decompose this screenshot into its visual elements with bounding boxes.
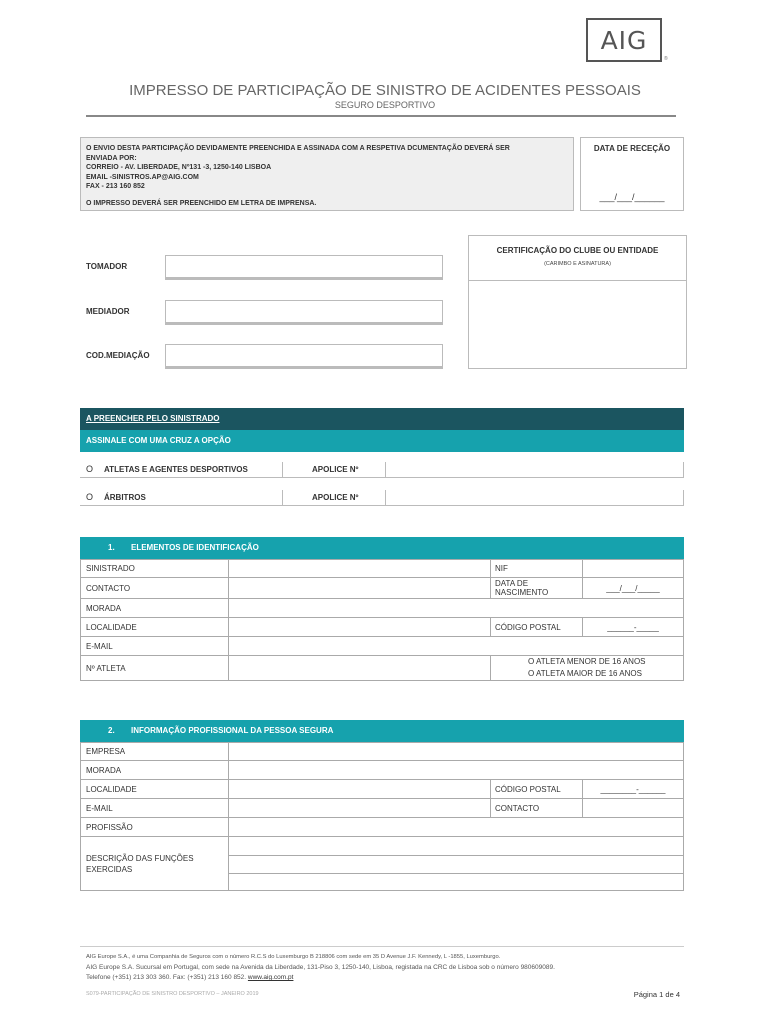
footer-phone-fax: Telefone (+351) 213 303 360. Fax: (+351) 213 160 852. (86, 974, 247, 981)
reception-date-box (580, 137, 684, 211)
apolice-arbitros-field[interactable] (386, 490, 683, 505)
certification-title: CERTIFICAÇÃO DO CLUBE OU ENTIDADE (496, 246, 659, 255)
page-number: Página 1 de 4 (633, 990, 680, 999)
section1-number: 1. (108, 543, 115, 552)
table-row (81, 836, 683, 890)
atletas-radio[interactable]: O (86, 464, 94, 474)
logo-trademark: ® (664, 56, 668, 62)
website-link[interactable]: www.aig.com.pt (247, 974, 294, 981)
tomador-field[interactable] (165, 255, 443, 280)
descricao-label (81, 837, 229, 890)
descricao-field[interactable] (229, 837, 683, 890)
data-nascimento-label (491, 578, 583, 598)
info-line: CORREIO - AV. LIBERDADE, Nº131 -3, 1250-140 LISBOA (86, 164, 272, 171)
info-line: EMAIL -SINISTROS.AP@AIG.COM (86, 173, 199, 181)
table-row (81, 636, 683, 655)
localidade-field[interactable] (229, 618, 491, 636)
table-row (81, 598, 683, 617)
table-row (81, 655, 683, 680)
data-nascimento-field[interactable]: ___/___/_____ (606, 583, 660, 593)
table-row (81, 577, 683, 598)
atletas-label: ATLETAS E AGENTES DESPORTIVOS (104, 465, 248, 474)
n-atleta-field[interactable] (229, 656, 491, 680)
option-instruction: ASSINALE COM UMA CRUZ A OPÇÃO (86, 436, 231, 445)
title-divider (86, 115, 676, 117)
localidade-label: LOCALIDADE (81, 618, 229, 636)
atleta-menor-radio[interactable]: O ATLETA MENOR DE 16 ANOS (528, 657, 646, 666)
nif-label: NIF (491, 560, 583, 577)
profissao-label: PROFISSÃO (81, 818, 229, 836)
n-atleta-label: Nº ATLETA (81, 656, 229, 680)
certification-stamp-area[interactable] (469, 280, 686, 368)
option-instruction-bar (80, 430, 684, 452)
data-nascimento-line2: NASCIMENTO (495, 588, 549, 597)
contacto-label: CONTACTO (491, 799, 583, 817)
table-row (81, 559, 683, 577)
document-code: S079-PARTICIPAÇÃO DE SINISTRO DESPORTIVO – JANEIRO 2019 (86, 991, 259, 997)
footer-contact-line (86, 974, 293, 981)
section2-number: 2. (108, 726, 115, 735)
apolice-label: APOLICE Nº (312, 465, 359, 474)
empresa-field[interactable] (229, 743, 683, 760)
cod-mediacao-label: COD.MEDIAÇÃO (86, 351, 150, 360)
table-row (81, 817, 683, 836)
profissao-field[interactable] (229, 818, 683, 836)
reception-date-label: DATA DE RECEÇÃO (593, 144, 671, 153)
arbitros-label: ÁRBITROS (104, 493, 146, 502)
email-label: E-MAIL (81, 637, 229, 655)
contacto-label: CONTACTO (81, 578, 229, 598)
codigo-postal-field[interactable]: ________-______ (600, 784, 666, 794)
arbitros-radio[interactable]: O (86, 492, 94, 502)
page-title: IMPRESSO DE PARTICIPAÇÃO DE SINISTRO DE ACIDENTES PESSOAIS (129, 82, 641, 99)
data-nascimento-line1: DATA DE (495, 579, 529, 588)
table-row (81, 779, 683, 798)
section1-header (80, 537, 684, 559)
email-field[interactable] (229, 637, 683, 655)
fill-section-header (80, 408, 684, 430)
footer-legal-line: AIG Europe S.A., é uma Companhia de Seguros com o número R.C.S do Luxemburgo B 218806 com sede em 35 D Avenue J.F. Kennedy, L -1855, Luxemburgo. (86, 954, 501, 960)
footer-divider (80, 946, 684, 947)
atleta-maior-radio[interactable]: O ATLETA MAIOR DE 16 ANOS (528, 669, 642, 678)
reception-date-field[interactable]: ___/___/______ (599, 192, 665, 202)
table-row (81, 617, 683, 636)
info-line: FAX - 213 160 852 (86, 183, 145, 190)
footer-branch-line: AIG Europe S.A. Sucursal em Portugal, com sede na Avenida da Liberdade, 131-Piso 3, 1250-140, Lisboa, registada na CRC de Lisboa sob o número 980609089. (86, 964, 555, 971)
codigo-postal-field[interactable]: ______-_____ (607, 622, 659, 632)
section2-title: INFORMAÇÃO PROFISSIONAL DA PESSOA SEGURA (131, 726, 334, 735)
section2-header (80, 720, 684, 742)
nif-field[interactable] (583, 560, 683, 577)
fill-section-title: A PREENCHER PELO SINISTRADO (86, 414, 220, 423)
sinistrado-field[interactable] (229, 560, 491, 577)
cod-mediacao-field[interactable] (165, 344, 443, 369)
descricao-line1: DESCRIÇÃO DAS FUNÇÕES (86, 853, 194, 863)
info-line: O IMPRESSO DEVERÁ SER PREENCHIDO EM LETRA DE IMPRENSA. (86, 199, 317, 207)
atleta-age-options (491, 656, 683, 680)
info-line: O ENVIO DESTA PARTICIPAÇÃO DEVIDAMENTE PREENCHIDA E ASSINADA COM A RESPETIVA DCUMENTAÇÃO DEVERÁ SER (86, 145, 510, 152)
morada-label: MORADA (81, 761, 229, 779)
empresa-label: EMPRESA (81, 743, 229, 760)
morada-field[interactable] (229, 761, 683, 779)
apolice-label: APOLICE Nº (312, 493, 359, 502)
certification-subtitle: (CARIMBO E ASINATURA) (544, 261, 611, 267)
descricao-line2: EXERCIDAS (86, 864, 133, 874)
submission-info-box (80, 137, 574, 211)
table-row (81, 760, 683, 779)
sinistrado-label: SINISTRADO (81, 560, 229, 577)
codigo-postal-label: CÓDIGO POSTAL (491, 618, 583, 636)
tomador-label: TOMADOR (86, 262, 128, 271)
info-line: ENVIADA POR: (86, 154, 137, 162)
localidade-label: LOCALIDADE (81, 780, 229, 798)
page-subtitle: SEGURO DESPORTIVO (334, 100, 436, 110)
morada-field[interactable] (229, 599, 683, 617)
apolice-atletas-field[interactable] (386, 462, 683, 477)
contacto-field[interactable] (583, 799, 683, 817)
section1-title: ELEMENTOS DE IDENTIFICAÇÃO (131, 543, 259, 552)
contacto-field[interactable] (229, 578, 491, 598)
codigo-postal-label: CÓDIGO POSTAL (491, 780, 583, 798)
table-row (81, 798, 683, 817)
email-label: E-MAIL (81, 799, 229, 817)
mediador-label: MEDIADOR (86, 307, 130, 316)
mediador-field[interactable] (165, 300, 443, 325)
localidade-field[interactable] (229, 780, 491, 798)
aig-logo (586, 18, 662, 62)
morada-label: MORADA (81, 599, 229, 617)
logo-text: AIG (600, 25, 648, 55)
email-field[interactable] (229, 799, 491, 817)
identification-table (80, 559, 684, 681)
table-row (81, 742, 683, 760)
professional-info-table (80, 742, 684, 891)
